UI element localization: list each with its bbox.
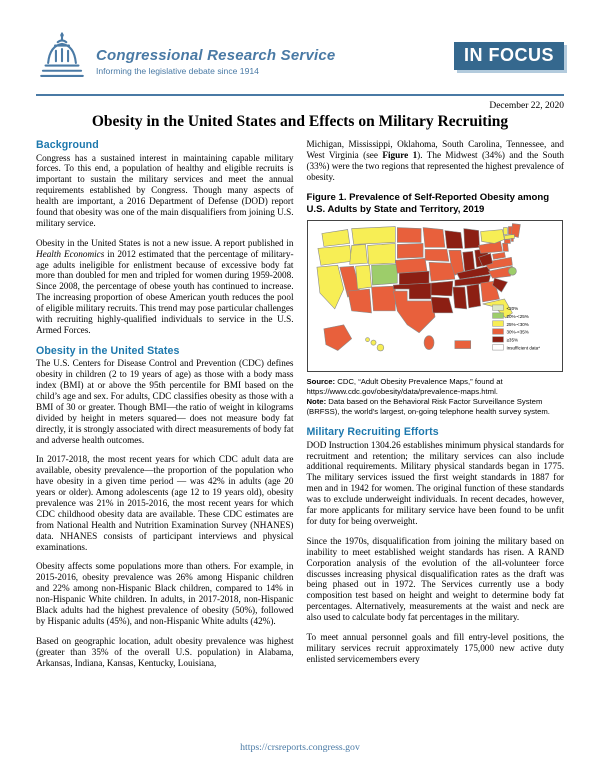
crs-brand [36,34,335,82]
paragraph: In 2017-2018, the most recent years for which CDC adult data are available, obesity prevalence—the proportion of the population who have obesity in a given time period — was 42% in adults (age 20 years or older). Among adolescents (age 12 to 19 years old), obesity prevalence was 21% in 2015-2016, the most recent years for which CDC childhood obesity data are available. These CDC estimates are from National Health and Nutrition Examination Survey (NHANES) data. NHANES consists of participant interviews and physical examinations. [36,454,294,552]
legend-label: <20% [505,305,518,311]
legend-label: 30%-<35% [505,329,529,335]
right-column [307,139,565,678]
page-title: Obesity in the United States and Effects on Military Recruiting [91,113,509,130]
heading-background: Background [36,139,99,151]
journal-title: Health Economics [36,248,105,259]
legend-label: 20%-<25% [505,313,529,319]
us-obesity-choropleth-map [308,221,562,371]
crs-reports-link[interactable]: https://crsreports.congress.gov [240,742,360,753]
paragraph: The U.S. Centers for Disease Control and Prevention (CDC) defines obesity in children (2 to 19 years of age) as those with a body mass index (BMI) at or above the 95th percentile for BMI based on the child’s age and sex. For adults, CDC classifies obesity as those with a BMI of 30 or greater. Though BMI—the ratio of weight in kilograms divided by height in meters squared— does not measure body fat directly, it is strongly associated with direct measurements of body fat and adverse health outcomes. [36,358,294,445]
dateline: December 22, 2020 [489,101,564,111]
legend-label: Insufficient data* [505,345,540,351]
paragraph [307,139,565,183]
paragraph: Based on geographic location, adult obesity prevalence was highest (greater than 35% of the overall U.S. population) in Alabama, Arkansas, Indiana, Kansas, Kentucky, Louisiana, [36,635,294,668]
paragraph-text: in 2012 estimated that the percentage of military-age adults ineligible for enlistment because of excessive body fat more than doubled for men and tripled for women during 1959-2008. Since 2008, the percentage of obese youth has continued to increase. The increasing proportion of obese American youth reduces the pool of eligible military recruits. This trend may pose particular challenges with recruiting highly-qualified individuals to service in the U.S. Armed Forces. [36,248,294,335]
paragraph-text: Obesity in the United States is not a new issue. A report published in [36,237,294,248]
paragraph [36,238,294,336]
source-label: Source: [306,376,336,386]
paragraph: Congress has a sustained interest in maintaining capable military forces. To this end, a population of healthy and eligible recruits is important to sustain the military services and meet the annual requirements established by Congress. Though many aspects of health are important, a 2016 Department of Defense (DOD) report found that obesity was one of the main disqualifiers from joining U.S. military service. [36,152,294,228]
legend-label: 25%-<30% [505,321,529,327]
paragraph-text: Michigan, Mississippi, Oklahoma, South Carolina, Tennessee, and West Virginia (see [306,139,564,160]
paragraph-text: ). The Midwest (34%) and the South (33%) were the two regions that represented the highest prevalence of obesity. [306,149,565,182]
figure-notes [307,377,565,418]
note-label: Note: [306,396,327,406]
heading-military-recruiting: Military Recruiting Efforts [306,426,439,439]
figure-reference: Figure 1 [382,149,418,160]
paragraph: Obesity affects some populations more than others. For example, in 2015-2016, obesity prevalence was 26% among Hispanic children and 22% among non-Hispanic Black children, compared to 14% in non-Hispanic White children. In adults, in 2017-2018, non-Hispanic Black adults had the highest prevalence of obesity (50%), followed by Hispanic adults (45%), and non-Hispanic White adults (42%). [36,561,294,626]
org-tagline: Informing the legislative debate since 1914 [96,65,259,76]
in-focus-badge: IN FOCUS [454,42,564,70]
capitol-dome-icon [36,30,88,82]
paragraph: To meet annual personnel goals and fill entry-level positions, the military services recruit approximately 175,000 new active duty enlisted servicemembers every [306,631,564,664]
figure-map-frame [307,220,563,372]
paragraph: Since the 1970s, disqualification from joining the military based on inability to meet established weight standards has risen. A RAND Corporation analysis of the evolution of the all-volunteer force discusses increasing physical disqualification rates as the draft was being phased out in 1972. The Services currently use a body composition test based on height and weight to determine body fat percentages. Alternatively, measurements at the waist and neck are also used to calculate body fat percentages in the military. [306,535,564,623]
page-footer [0,737,600,755]
heading-obesity-us: Obesity in the United States [36,344,180,357]
org-name: Congressional Research Service [96,47,336,64]
document-header [36,34,564,90]
left-column [36,139,294,678]
header-rule [36,94,564,96]
two-column-body [36,139,564,678]
legend-label: ≥35% [505,337,518,343]
figure-caption: Figure 1. Prevalence of Self-Reported Obesity among U.S. Adults by State and Territory, 2019 [306,191,550,215]
note-text: Data based on the Behavioral Risk Factor Surveillance System (BRFSS), the world’s largest, on-going telephone health survey system. [306,396,550,416]
source-text: CDC, “Adult Obesity Prevalence Maps,” found at https://www.cdc.gov/obesity/data/prevalence-maps.html. [306,376,503,396]
paragraph: DOD Instruction 1304.26 establishes minimum physical standards for recruitment and retention; the military services can also include additional requirements. Military physical standards began in 1775. The military services issued the first weight standards in 1887 for men and in 1942 for women. The original function of these standards was to exclude underweight individuals. In recent decades, however, far more applicants for military service have been found to be unfit for duty for being overweight. [306,439,564,526]
brand-text [96,48,335,76]
